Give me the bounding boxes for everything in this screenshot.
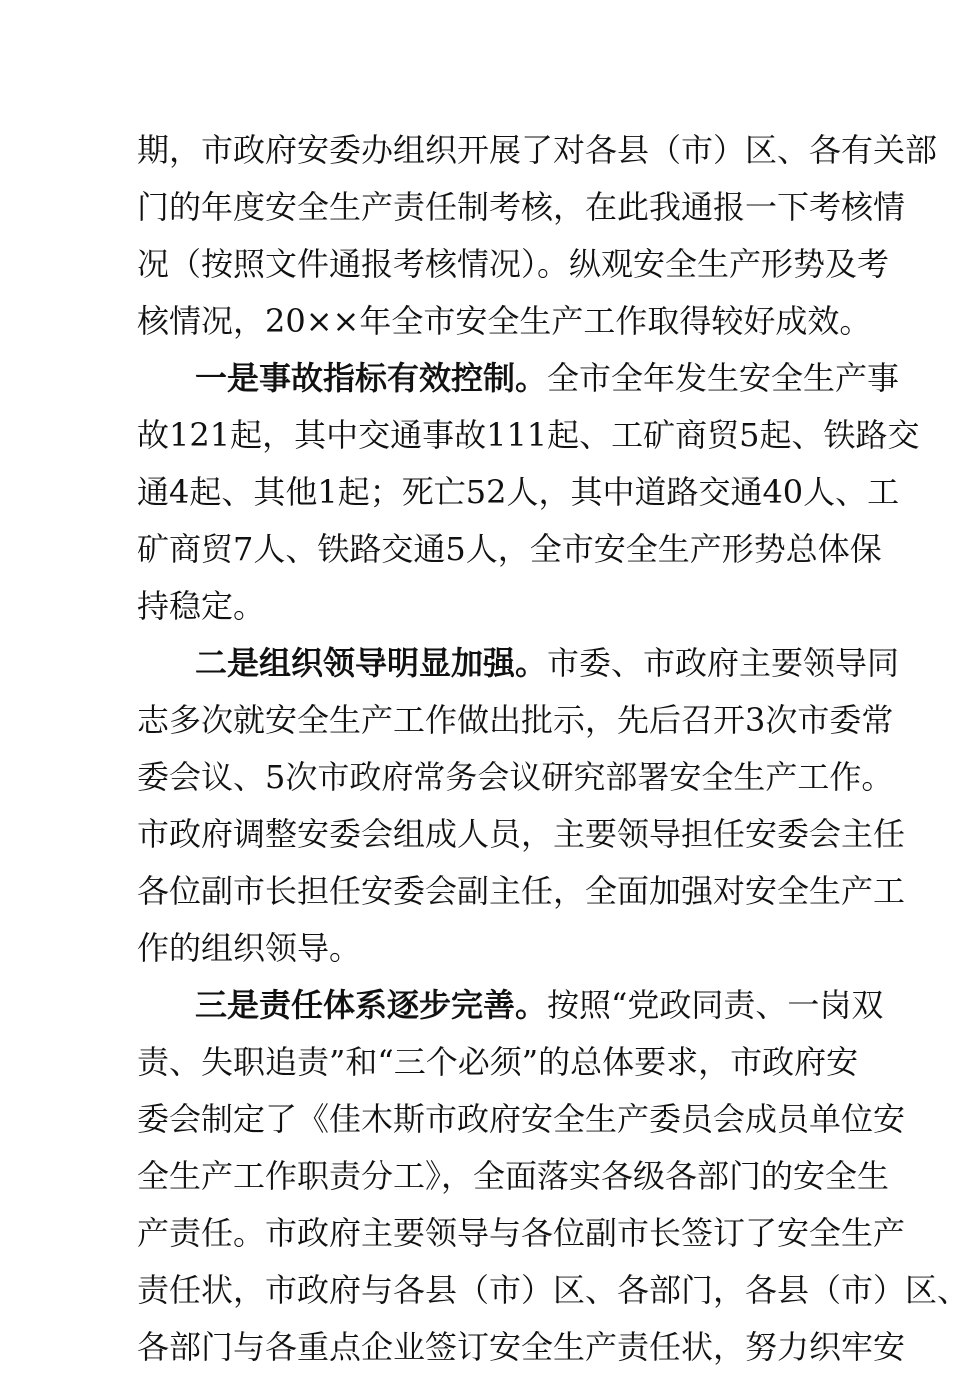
- text-line: 产责任。市政府主要领导与各位副市长签订了安全生产: [137, 1214, 906, 1252]
- text-line: 作的组织领导。: [137, 929, 362, 967]
- text-run: 市委、市政府主要领导同: [547, 644, 900, 682]
- text-line: 责任状，市政府与各县（市）区、各部门，各县（市）区、: [137, 1271, 969, 1309]
- text-line: 持稳定。: [137, 587, 266, 625]
- paragraph-responsibility-system: [137, 977, 969, 1376]
- text-line: 各位副市长担任安委会副主任，全面加强对安全生产工: [137, 872, 906, 910]
- document-body: [137, 122, 969, 1376]
- paragraph-intro: [137, 122, 938, 350]
- text-line: 各部门与各重点企业签订安全生产责任状，努力织牢安: [137, 1328, 906, 1366]
- text-line: 矿商贸7人、铁路交通5人，全市安全生产形势总体保: [137, 530, 882, 568]
- text-line: 门的年度安全生产责任制考核，在此我通报一下考核情: [137, 188, 906, 226]
- text-line: [137, 635, 900, 692]
- text-line: 期，市政府安委办组织开展了对各县（市）区、各有关部: [137, 131, 938, 169]
- text-line: [137, 350, 900, 407]
- text-line: 通4起、其他1起；死亡52人，其中道路交通40人、工: [137, 473, 900, 511]
- paragraph-heading: 二是组织领导明显加强。: [195, 644, 548, 682]
- paragraph-heading: 三是责任体系逐步完善。: [195, 986, 548, 1024]
- text-line: 志多次就安全生产工作做出批示，先后召开3次市委常: [137, 701, 894, 739]
- paragraph-leadership: [137, 635, 906, 977]
- text-line: 委会制定了《佳木斯市政府安全生产委员会成员单位安: [137, 1100, 906, 1138]
- text-line: 责、失职追责”和“三个必须”的总体要求，市政府安: [137, 1043, 859, 1081]
- text-run: 按照“党政同责、一岗双: [547, 986, 884, 1024]
- text-run: 全市全年发生安全生产事: [547, 359, 900, 397]
- text-line: 市政府调整安委会组成人员，主要领导担任安委会主任: [137, 815, 906, 853]
- paragraph-heading: 一是事故指标有效控制。: [195, 359, 548, 397]
- text-line: 故121起，其中交通事故111起、工矿商贸5起、铁路交: [137, 416, 920, 454]
- text-line: 况（按照文件通报考核情况）。纵观安全生产形势及考: [137, 245, 890, 283]
- paragraph-accident-indicators: [137, 350, 920, 635]
- text-line: [137, 977, 884, 1034]
- text-line: 全生产工作职责分工》，全面落实各级各部门的安全生: [137, 1157, 890, 1195]
- text-line: 核情况，20××年全市安全生产工作取得较好成效。: [137, 302, 872, 340]
- text-line: 委会议、5次市政府常务会议研究部署安全生产工作。: [137, 758, 894, 796]
